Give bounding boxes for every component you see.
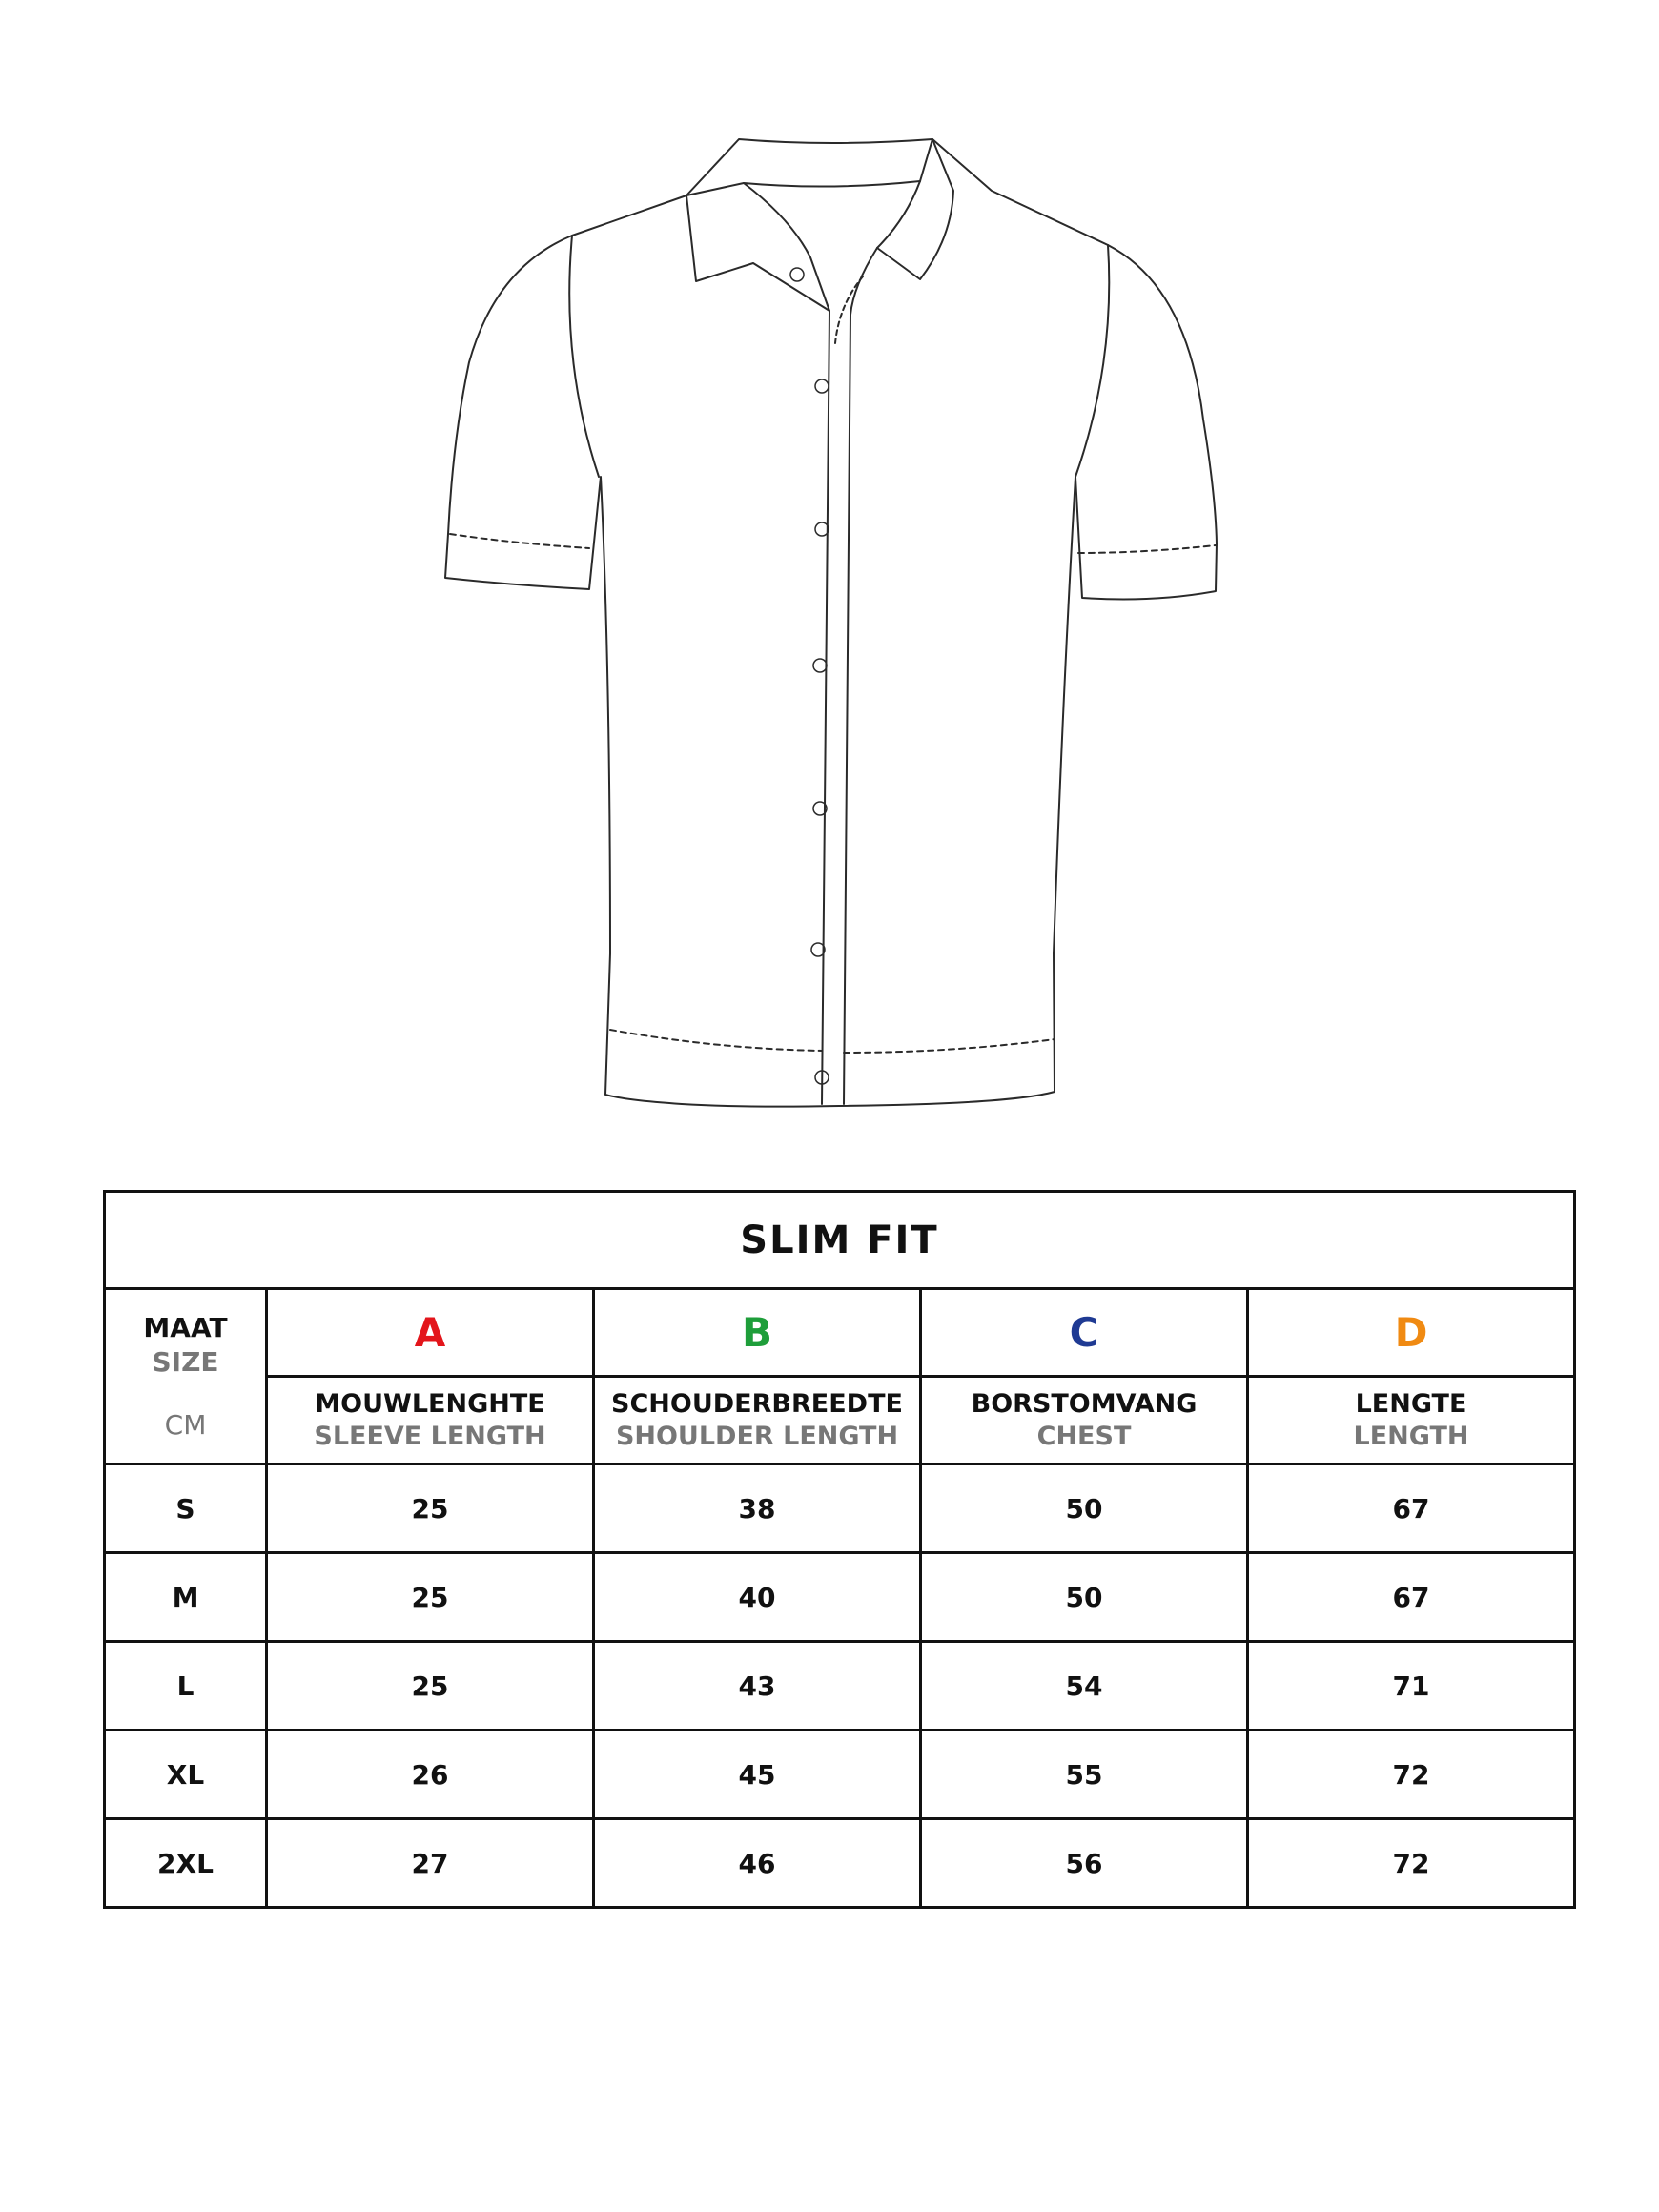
column-letter-a: A <box>267 1289 594 1377</box>
size-header <box>105 1289 267 1464</box>
column-label-c <box>921 1377 1248 1464</box>
column-label-a <box>267 1377 594 1464</box>
column-label-b <box>594 1377 921 1464</box>
value-cell: 45 <box>594 1731 921 1819</box>
value-cell: 43 <box>594 1642 921 1731</box>
value-cell: 46 <box>594 1819 921 1908</box>
value-cell: 67 <box>1248 1464 1575 1553</box>
label-nl: SCHOUDERBREEDTE <box>611 1388 903 1419</box>
value-cell: 54 <box>921 1642 1248 1731</box>
right-cuff-stitch <box>1078 545 1216 553</box>
label-en: LENGTH <box>1353 1421 1469 1451</box>
size-cell: XL <box>105 1731 267 1819</box>
table-row <box>105 1464 1575 1553</box>
label-en: CHEST <box>1036 1421 1132 1451</box>
unit-label: CM <box>164 1408 207 1441</box>
shirt-body-outline <box>445 139 1217 1107</box>
value-cell: 25 <box>267 1464 594 1553</box>
value-cell: 67 <box>1248 1553 1575 1642</box>
value-cell: 25 <box>267 1553 594 1642</box>
label-nl: MOUWLENGHTE <box>315 1388 545 1419</box>
table-row <box>105 1642 1575 1731</box>
value-cell: 72 <box>1248 1731 1575 1819</box>
size-label-nl: MAAT <box>143 1311 228 1343</box>
label-nl: BORSTOMVANG <box>971 1388 1198 1419</box>
placket-right <box>844 248 877 1104</box>
column-label-d <box>1248 1377 1575 1464</box>
collar-right <box>877 139 953 279</box>
value-cell: 50 <box>921 1464 1248 1553</box>
hem-stitch <box>610 1030 1055 1053</box>
left-armhole-seam <box>569 236 599 477</box>
placket-left <box>822 311 830 1104</box>
table-row <box>105 1819 1575 1908</box>
value-cell: 56 <box>921 1819 1248 1908</box>
column-letter-c: C <box>921 1289 1248 1377</box>
value-cell: 50 <box>921 1553 1248 1642</box>
table-title: SLIM FIT <box>105 1192 1575 1289</box>
value-cell: 72 <box>1248 1819 1575 1908</box>
value-cell: 26 <box>267 1731 594 1819</box>
column-letter-d: D <box>1248 1289 1575 1377</box>
size-label-en: SIZE <box>152 1345 219 1378</box>
value-cell: 27 <box>267 1819 594 1908</box>
right-armhole-seam <box>1075 245 1109 477</box>
value-cell: 25 <box>267 1642 594 1731</box>
size-chart-table <box>103 1190 1576 1909</box>
size-cell: L <box>105 1642 267 1731</box>
column-letter-b: B <box>594 1289 921 1377</box>
column-letter-row <box>105 1289 1575 1377</box>
table-row <box>105 1731 1575 1819</box>
label-nl: LENGTE <box>1355 1388 1467 1419</box>
value-cell: 38 <box>594 1464 921 1553</box>
value-cell: 71 <box>1248 1642 1575 1731</box>
value-cell: 40 <box>594 1553 921 1642</box>
neckline <box>744 181 920 187</box>
size-cell: S <box>105 1464 267 1553</box>
left-cuff-stitch <box>450 534 589 548</box>
table-row <box>105 1553 1575 1642</box>
label-en: SHOULDER LENGTH <box>615 1421 899 1451</box>
table-title-row <box>105 1192 1575 1289</box>
placket-inner-stitch <box>835 276 863 343</box>
collar-left <box>686 183 830 311</box>
size-cell: M <box>105 1553 267 1642</box>
label-en: SLEEVE LENGTH <box>314 1421 546 1451</box>
value-cell: 55 <box>921 1731 1248 1819</box>
size-cell: 2XL <box>105 1819 267 1908</box>
column-label-row <box>105 1377 1575 1464</box>
